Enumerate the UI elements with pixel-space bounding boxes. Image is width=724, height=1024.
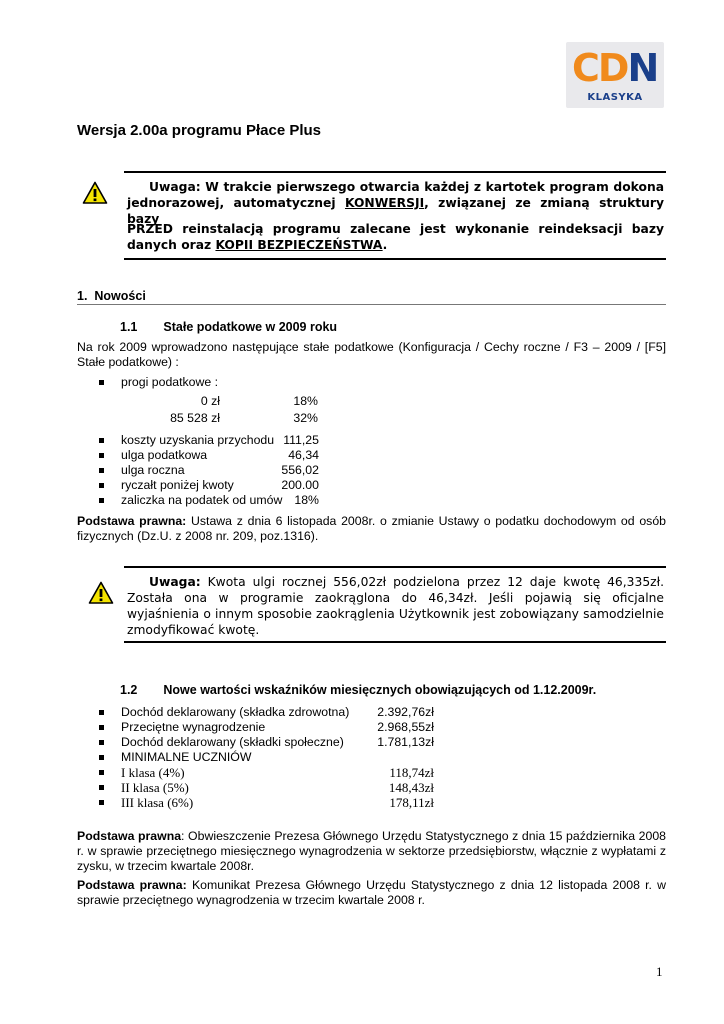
section-1-heading xyxy=(77,289,146,303)
legal-text: : Obwieszczenie Prezesa Głównego Urzędu Statystycznego z dnia 15 października 2008 r. w sprawie przeciętnego miesięcznego wynagrodzenia w sektorze przedsiębiorstw, włącznie z wypłatami z zysku, w trzecim kwartale 2008r. xyxy=(77,829,666,873)
subsection-number: 1.2 xyxy=(120,683,138,697)
list-item xyxy=(121,780,434,795)
item-label: II klasa (5%) xyxy=(121,780,189,795)
prog-amount-1: 0 zł xyxy=(200,394,220,408)
item-label: ulga roczna xyxy=(121,463,185,477)
list-item xyxy=(121,795,434,810)
prog-rate-2: 32% xyxy=(293,411,318,425)
warning-icon xyxy=(82,181,108,205)
warning-icon xyxy=(88,581,114,605)
warning-text-tail: , związanej ze zmianą struktury bazy xyxy=(127,196,664,226)
backup-emphasis: KOPII BEZPIECZEŃSTWA xyxy=(215,238,383,252)
item-value: 2.968,55zł xyxy=(377,720,434,734)
legal-text: Komunikat Prezesa Głównego Urzędu Statystycznego z dnia 12 listopada 2008 r. w sprawie przeciętnego wynagrodzenia w trzecim kwartale 2008 r. xyxy=(77,878,666,907)
section-title: Nowości xyxy=(94,289,146,303)
subsection-1-2-heading xyxy=(120,683,596,697)
logo-mark: CDN xyxy=(572,46,658,90)
item-value: 118,74zł xyxy=(389,765,434,780)
warning-1-paragraph-1 xyxy=(127,179,664,227)
item-value: 178,11zł xyxy=(389,795,434,810)
warning-label: Uwaga: xyxy=(149,575,201,589)
bullet xyxy=(99,710,104,715)
item-label: Przeciętne wynagrodzenie xyxy=(121,720,266,734)
prog-rate-1: 18% xyxy=(293,394,318,408)
bullet xyxy=(99,800,104,805)
list-item xyxy=(121,720,434,735)
subsection-1-1-intro: Na rok 2009 wprowadzono następujące stałe podatkowe (Konfiguracja / Cechy roczne / F3 – 2009 / [F5] Stałe podatkowe) : xyxy=(77,340,666,369)
item-label: III klasa (6%) xyxy=(121,795,194,810)
subsection-number: 1.1 xyxy=(120,320,138,334)
warning-2-paragraph xyxy=(127,574,664,638)
legal-basis-1-2-b xyxy=(77,878,666,908)
warning-box-bottom-rule xyxy=(124,258,666,260)
item-value: 111,25 xyxy=(283,433,319,447)
subsection-1-1-heading xyxy=(120,320,337,334)
list-item xyxy=(121,750,434,765)
warning-1-paragraph-2 xyxy=(127,221,664,253)
warning-label: Uwaga: xyxy=(149,180,201,194)
warning-text-tail: . xyxy=(382,238,388,252)
legal-basis-1-1 xyxy=(77,514,666,544)
item-value: 2.392,76zł xyxy=(377,705,434,719)
bullet xyxy=(99,770,104,775)
item-value: 1.781,13zł xyxy=(377,735,434,749)
progi-label: progi podatkowe : xyxy=(121,375,219,389)
list-item xyxy=(121,705,434,720)
legal-label: Podstawa prawna: xyxy=(77,514,187,528)
bullet xyxy=(99,468,104,473)
subsection-title: Nowe wartości wskaźników miesięcznych obowiązujących od 1.12.2009r. xyxy=(163,683,597,697)
list-item xyxy=(121,493,319,508)
page-number: 1 xyxy=(656,964,663,979)
warning-text: PRZED reinstalacją programu zalecane jest wykonanie reindeksacji bazy danych oraz xyxy=(127,222,664,252)
bullet xyxy=(99,483,104,488)
item-label: MINIMALNE UCZNIÓW xyxy=(121,750,252,764)
bullet xyxy=(99,740,104,745)
logo-subtitle: KLASYKA xyxy=(587,92,643,103)
item-label: I klasa (4%) xyxy=(121,765,185,780)
page-title: Wersja 2.00a programu Płace Plus xyxy=(77,122,322,139)
item-value: 148,43zł xyxy=(388,780,434,795)
list-item xyxy=(121,765,434,780)
tax-constants-list xyxy=(121,433,319,508)
bullet xyxy=(99,755,104,760)
list-item xyxy=(121,735,434,750)
konwersja-emphasis: KONWERSJI xyxy=(344,196,425,210)
item-label: ulga podatkowa xyxy=(121,448,208,462)
subsection-title: Stałe podatkowe w 2009 roku xyxy=(163,320,338,334)
cdn-klasyka-logo xyxy=(566,42,664,108)
legal-label: Podstawa prawna: xyxy=(77,878,187,892)
item-value: 556,02 xyxy=(281,463,319,477)
warning-box-bottom-rule xyxy=(124,641,666,643)
list-item xyxy=(121,433,319,448)
item-value: 200.00 xyxy=(281,478,319,492)
bullet xyxy=(99,453,104,458)
section-underline xyxy=(77,304,666,305)
list-item xyxy=(121,448,319,463)
list-item xyxy=(121,463,319,478)
list-item-progi xyxy=(121,375,218,390)
bullet xyxy=(99,438,104,443)
section-number: 1. xyxy=(77,289,88,303)
bullet xyxy=(99,380,104,385)
item-value: 46,34 xyxy=(288,448,319,462)
warning-box-top-rule xyxy=(124,171,666,173)
bullet xyxy=(99,498,104,503)
item-label: Dochód deklarowany (składki społeczne) xyxy=(121,735,344,749)
legal-text: Ustawa z dnia 6 listopada 2008r. o zmianie Ustawy o podatku dochodowym od osób fizycznych (Dz.U. z 2008 nr. 209, poz.1316). xyxy=(77,514,667,543)
item-label: ryczałt poniżej kwoty xyxy=(121,478,234,492)
item-label: Dochód deklarowany (składka zdrowotna) xyxy=(121,705,350,719)
bullet xyxy=(99,785,104,790)
prog-amount-2: 85 528 zł xyxy=(170,411,220,425)
legal-basis-1-2-a xyxy=(77,829,666,874)
item-label: zaliczka na podatek od umów xyxy=(121,493,283,507)
monthly-indicators-list xyxy=(121,705,434,810)
item-value: 18% xyxy=(294,493,319,507)
warning-text: Kwota ulgi rocznej 556,02zł podzielona przez 12 daje kwotę 46,335zł. Została ona w programie zaokrąglona do 46,34zł. Jeśli pojawią się oficjalne wyjaśnienia o innym sposobie zaokrąglenia Użytkownik jest zobowiązany samodzielnie zmodyfikować kwotę. xyxy=(127,575,664,637)
item-label: koszty uzyskania przychodu xyxy=(121,433,275,447)
bullet xyxy=(99,725,104,730)
list-item xyxy=(121,478,319,493)
warning-text: W trakcie pierwszego otwarcia każdej z kartotek program dokona jednorazowej, automatycznej xyxy=(127,180,664,210)
legal-label: Podstawa prawna xyxy=(77,829,182,843)
warning-box-top-rule xyxy=(124,566,666,568)
